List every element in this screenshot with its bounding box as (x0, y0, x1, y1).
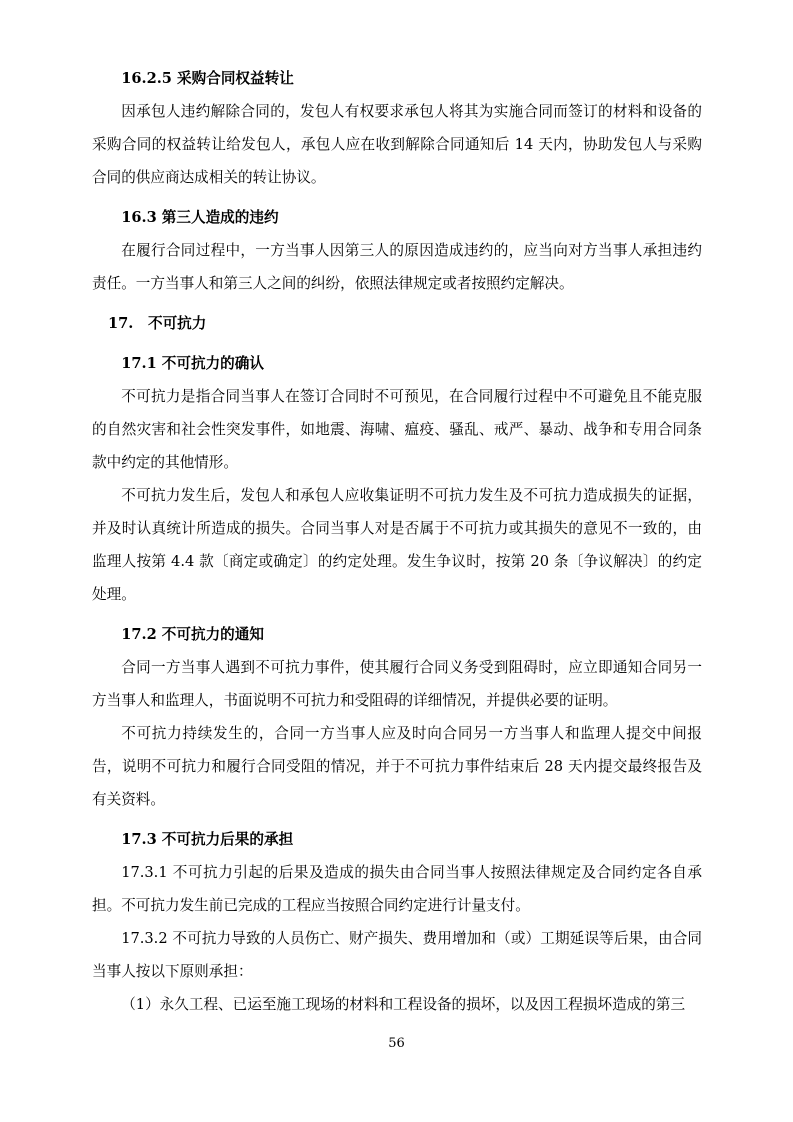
section-heading-16-3: 16.3 第三人造成的违约 (121, 209, 279, 226)
spacer (92, 194, 702, 201)
spacer (92, 816, 702, 823)
section-heading-17: 17. 不可抗力 (108, 315, 207, 332)
paragraph-17-3-2: 17.3.2 不可抗力导致的人员伤亡、财产损失、费用增加和（或）工期延误等后果，由合同当事人按以下原则承担： (92, 930, 702, 980)
spacer (92, 611, 702, 618)
section-heading-17-2: 17.2 不可抗力的通知 (121, 626, 264, 643)
paragraph-17-3-1: 17.3.1 不可抗力引起的后果及造成的损失由合同当事人按照法律规定及合同约定各自承担。不可抗力发生前已完成的工程应当按照合同约定进行计量支付。 (92, 864, 702, 914)
section-heading-17-1: 17.1 不可抗力的确认 (121, 355, 264, 372)
paragraph-17-2-body-2: 不可抗力持续发生的，合同一方当事人应及时向合同另一方当事人和监理人提交中间报告，说明不可抗力和履行合同受阻的情况，并于不可抗力事件结束后 28 天内提交最终报告及有关资料。 (92, 725, 702, 808)
paragraph-17-3-2-item-1: （1）永久工程、已运至施工现场的材料和工程设备的损坏，以及因工程损坏造成的第三 (121, 996, 686, 1013)
page-number: 56 (388, 1036, 405, 1051)
section-heading-17-3: 17.3 不可抗力后果的承担 (121, 831, 294, 848)
spacer (92, 340, 702, 347)
paragraph-16-3-body: 在履行合同过程中，一方当事人因第三人的原因造成违约的，应当向对方当事人承担违约责任。一方当事人和第三人之间的纠纷，依照法律规定或者按照约定解决。 (92, 242, 702, 292)
document-body (92, 62, 702, 1021)
paragraph-16-2-5-body: 因承包人违约解除合同的，发包人有权要求承包人将其为实施合同而签订的材料和设备的采购合同的权益转让给发包人，承包人应在收到解除合同通知后 14 天内，协助发包人与采购合同的供应商达成相关的转让协议。 (92, 103, 702, 186)
paragraph-17-1-body-1: 不可抗力是指合同当事人在签订合同时不可预见，在合同履行过程中不可避免且不能克服的自然灾害和社会性突发事件，如地震、海啸、瘟疫、骚乱、戒严、暴动、战争和专用合同条款中约定的其他情形。 (92, 388, 702, 471)
paragraph-17-2-body-1: 合同一方当事人遇到不可抗力事件，使其履行合同义务受到阻碍时，应立即通知合同另一方当事人和监理人，书面说明不可抗力和受阻碍的详细情况，并提供必要的证明。 (92, 659, 702, 709)
spacer (92, 300, 702, 307)
section-heading-16-2-5: 16.2.5 采购合同权益转让 (121, 70, 294, 87)
paragraph-17-1-body-2: 不可抗力发生后，发包人和承包人应收集证明不可抗力发生及不可抗力造成损失的证据，并及时认真统计所造成的损失。合同当事人对是否属于不可抗力或其损失的意见不一致的，由监理人按第 4.4 款〔商定或确定〕的约定处理。发生争议时，按第 20 条〔争议解决〕的约定处理。 (92, 487, 702, 603)
